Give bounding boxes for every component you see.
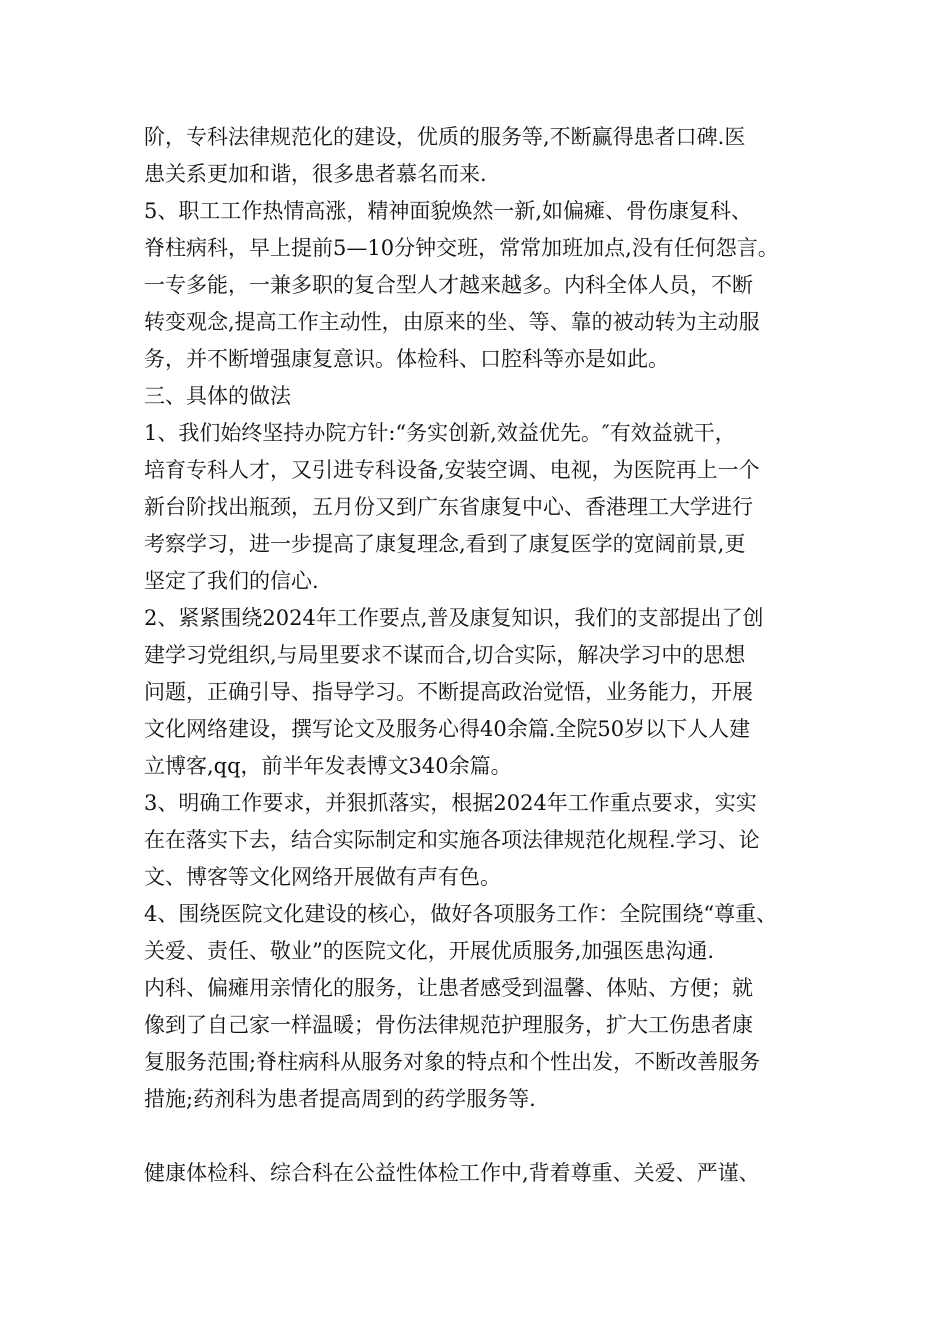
text-line: 关爱、责任、敬业”的医院文化，开展优质服务,加强医患沟通. (144, 939, 715, 963)
text-line: 内科、偏瘫用亲情化的服务，让患者感受到温馨、体贴、方便；就 (144, 976, 753, 1000)
text-line: 考察学习，进一步提高了康复理念,看到了康复医学的宽阔前景,更 (144, 532, 746, 556)
text-line: 1、我们始终坚持办院方针:“务实创新,效益优先。″有效益就干， (144, 421, 736, 445)
text-line: 健康体检科、综合科在公益性体检工作中,背着尊重、关爱、严谨、 (144, 1161, 760, 1185)
text-line: 问题，正确引导、指导学习。不断提高政治觉悟，业务能力，开展 (144, 680, 753, 704)
text-line: 4、围绕医院文化建设的核心，做好各项服务工作：全院围绕“尊重、 (144, 902, 778, 926)
text-line: 坚定了我们的信心. (144, 569, 319, 593)
text-line: 新台阶找出瓶颈，五月份又到广东省康复中心、香港理工大学进行 (144, 495, 753, 519)
text-line: 患关系更加和谐，很多患者慕名而来. (144, 162, 487, 186)
text-line: 2、紧紧围绕2024年工作要点,普及康复知识，我们的支部提出了创 (144, 606, 764, 630)
text-line: 在在落实下去，结合实际制定和实施各项法律规范化规程.学习、论 (144, 828, 760, 852)
section-heading: 三、具体的做法 (144, 384, 291, 408)
text-line: 措施;药剂科为患者提高周到的药学服务等. (144, 1087, 536, 1111)
text-line: 一专多能，一兼多职的复合型人才越来越多。内科全体人员，不断 (144, 273, 753, 297)
text-line: 建学习党组织,与局里要求不谋而合,切合实际，解决学习中的思想 (144, 643, 746, 667)
text-line: 像到了自己家一样温暖；骨伤法律规范护理服务，扩大工伤患者康 (144, 1013, 753, 1037)
text-line: 5、职工工作热情高涨，精神面貌焕然一新,如偏瘫、骨伤康复科、 (144, 199, 753, 223)
text-line: 转变观念,提高工作主动性，由原来的坐、等、靠的被动转为主动服 (144, 310, 760, 334)
text-line: 立博客,qq，前半年发表博文340余篇。 (144, 754, 512, 778)
paragraph-gap (144, 1118, 824, 1155)
text-line: 复服务范围;脊柱病科从服务对象的特点和个性出发，不断改善服务 (144, 1050, 761, 1074)
text-line: 脊柱病科，早上提前5—10分钟交班，常常加班加点,没有任何怨言。 (144, 236, 779, 260)
text-line: 3、明确工作要求，并狠抓落实，根据2024年工作重点要求，实实 (144, 791, 757, 815)
text-line: 文、博客等文化网络开展做有声有色。 (144, 865, 501, 889)
text-line: 阶，专科法律规范化的建设，优质的服务等,不断赢得患者口碑.医 (144, 125, 746, 149)
document-body (144, 119, 824, 1192)
text-line: 培育专科人才，又引进专科设备,安装空调、电视，为医院再上一个 (144, 458, 760, 482)
text-line: 务，并不断增强康复意识。体检科、口腔科等亦是如此。 (144, 347, 669, 371)
text-line: 文化网络建设，撰写论文及服务心得40余篇.全院50岁以下人人建 (144, 717, 751, 741)
